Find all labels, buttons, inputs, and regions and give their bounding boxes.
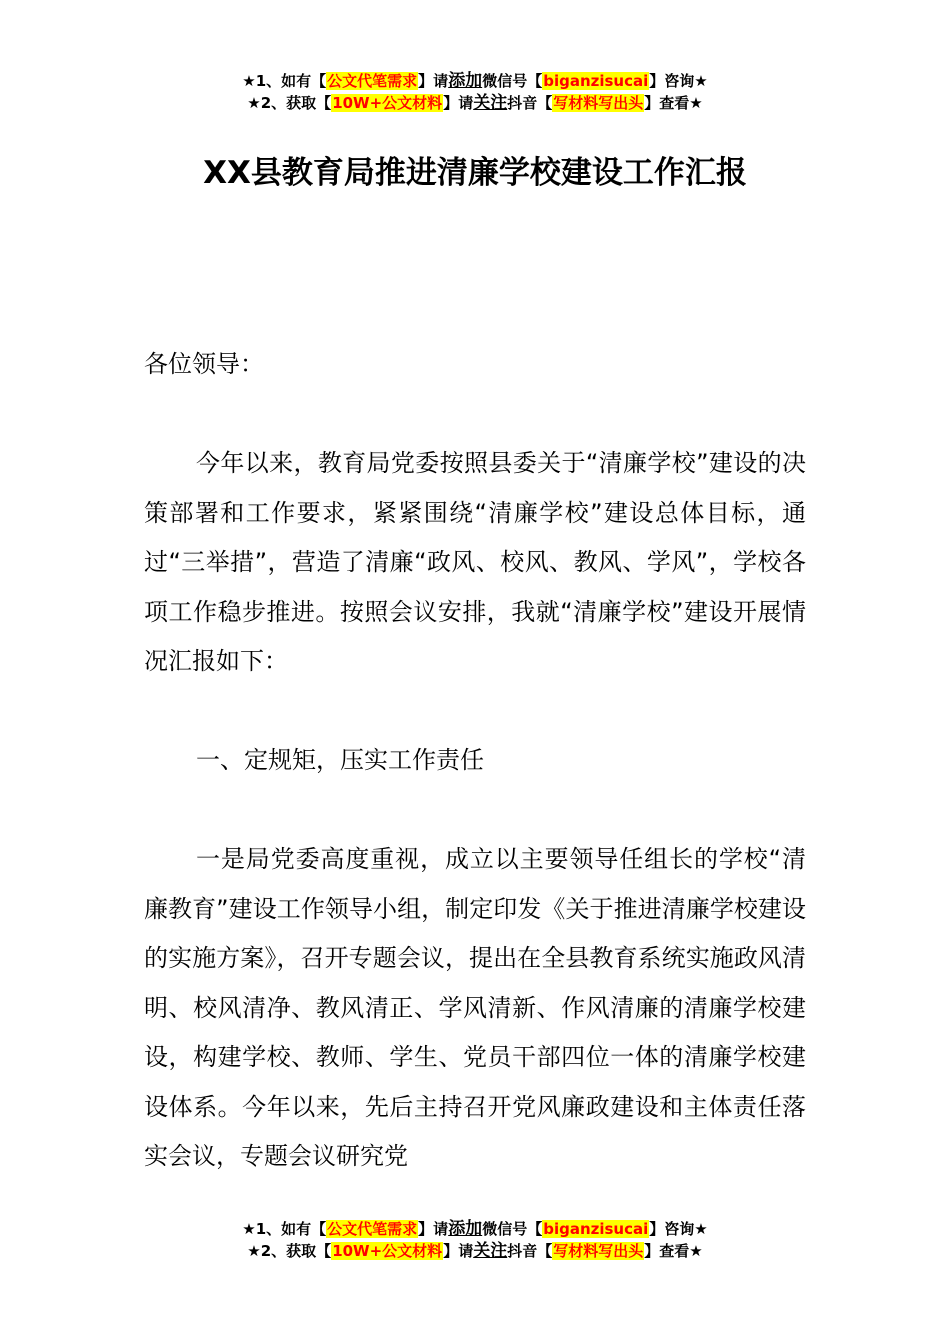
body-paragraph: 一是局党委高度重视，成立以主要领导任组长的学校“清廉教育”建设工作领导小组，制定印发《关于推进清廉学校建设的实施方案》，召开专题会议，提出在全县教育系统实施政风清明、校风清净、教风清正、学风清新、作风清廉的清廉学校建设，构建学校、教师、学生、党员干部四位一体的清廉学校建设体系。今年以来，先后主持召开党风廉政建设和主体责任落实会议，专题会议研究党 bbox=[144, 845, 806, 1170]
section-heading: 一、定规矩，压实工作责任 bbox=[196, 746, 484, 774]
intro-paragraph: 今年以来，教育局党委按照县委关于“清廉学校”建设的决策部署和工作要求，紧紧围绕“清廉学校”建设总体目标，通过“三举措”，营造了清廉“政风、校风、教风、学风”，学校各项工作稳步推进。按照会议安排，我就“清廉学校”建设开展情况汇报如下： bbox=[144, 449, 806, 675]
banner-line-1 bbox=[0, 1218, 950, 1240]
banner-emphasis: 添加 bbox=[448, 1219, 483, 1239]
document-title: XX县教育局推进清廉学校建设工作汇报 bbox=[203, 155, 747, 191]
banner-text: ★2、获取【 bbox=[247, 1242, 332, 1260]
banner-text: 】咨询★ bbox=[649, 72, 708, 90]
header-banner bbox=[0, 70, 950, 114]
banner-highlight: biganzisucai bbox=[543, 1220, 649, 1238]
banner-text: 】查看★ bbox=[644, 94, 703, 112]
document-body bbox=[144, 340, 806, 1231]
banner-text: 】请 bbox=[418, 1220, 449, 1238]
banner-highlight: 写材料写出头 bbox=[553, 94, 644, 112]
banner-highlight: 10W+公文材料 bbox=[332, 1242, 443, 1260]
salutation: 各位领导： bbox=[144, 350, 264, 378]
banner-line-1 bbox=[0, 70, 950, 92]
banner-highlight: 10W+公文材料 bbox=[332, 94, 443, 112]
banner-text: ★1、如有【 bbox=[242, 72, 327, 90]
banner-text: 】请 bbox=[443, 94, 474, 112]
banner-emphasis: 关注 bbox=[473, 1241, 508, 1261]
banner-line-2 bbox=[0, 1240, 950, 1262]
banner-emphasis: 关注 bbox=[473, 93, 508, 113]
banner-highlight: 公文代笔需求 bbox=[327, 72, 418, 90]
banner-text: ★1、如有【 bbox=[242, 1220, 327, 1238]
banner-text: 】请 bbox=[418, 72, 449, 90]
banner-highlight: 公文代笔需求 bbox=[327, 1220, 418, 1238]
banner-highlight: 写材料写出头 bbox=[553, 1242, 644, 1260]
banner-text: 抖音【 bbox=[507, 94, 553, 112]
banner-emphasis: 添加 bbox=[448, 71, 483, 91]
banner-line-2 bbox=[0, 92, 950, 114]
banner-text: 抖音【 bbox=[507, 1242, 553, 1260]
banner-text: 微信号【 bbox=[482, 1220, 543, 1238]
banner-highlight: biganzisucai bbox=[543, 72, 649, 90]
banner-text: 】咨询★ bbox=[649, 1220, 708, 1238]
banner-text: 微信号【 bbox=[482, 72, 543, 90]
banner-text: ★2、获取【 bbox=[247, 94, 332, 112]
banner-text: 】查看★ bbox=[644, 1242, 703, 1260]
banner-text: 】请 bbox=[443, 1242, 474, 1260]
footer-banner bbox=[0, 1218, 950, 1262]
